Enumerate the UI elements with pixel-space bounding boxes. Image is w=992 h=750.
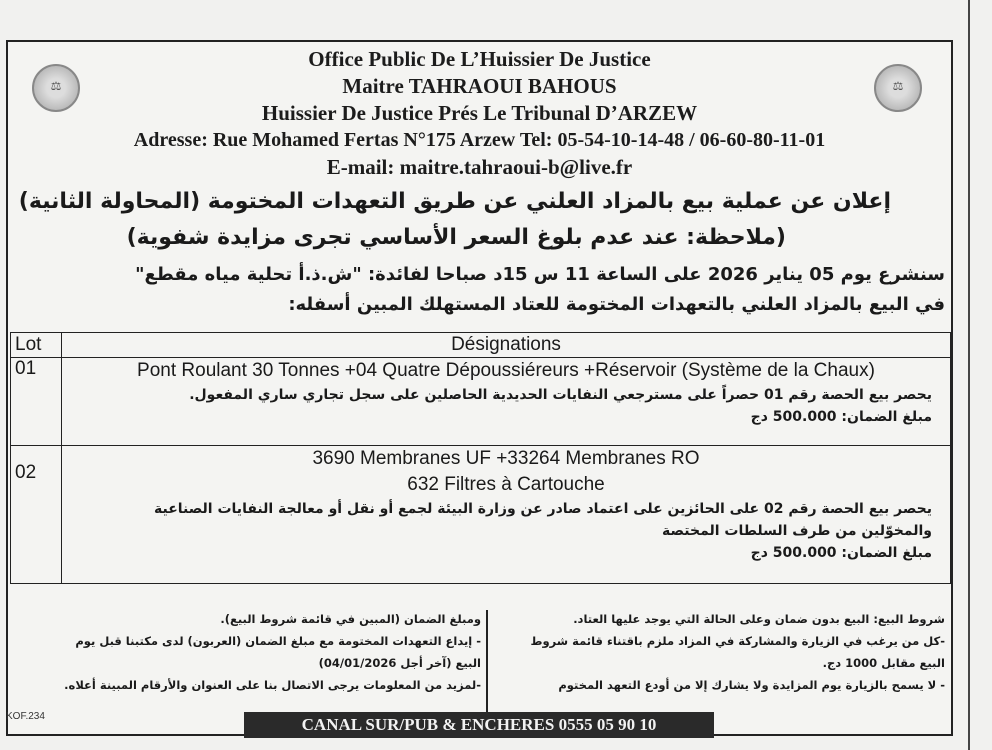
condition-line: ومبلغ الضمان (المبين في قائمة شروط البيع). [220,612,481,626]
condition-line: -لمزيد من المعلومات يرجى الاتصال بنا على العنوان والأرقام المبينة أعلاه. [64,678,481,692]
lot-item: 632 Filtres à Cartouche [407,474,605,495]
condition-line: البيع مقابل 1000 دج. [822,656,945,670]
announcement-frame [6,40,953,736]
lot-designation [62,358,951,446]
announcement-note: (ملاحظة: عند عدم بلوغ السعر الأساسي تجرى مزايدة شفوية) [126,225,786,250]
page-edge [968,0,970,750]
condition-line: - إيداع التعهدات المختومة مع مبلغ الضمان (العربون) لدى مكتبنا قبل يوم [75,634,481,648]
conditions-right-column [505,608,945,696]
office-address: Adresse: Rue Mohamed Fertas N°175 Arzew Tel: 05-54-10-14-48 / 06-60-80-11-01 [133,129,826,151]
announcement-date-line: سنشرع يوم 05 يناير 2026 على الساعة 11 س 15د صباحا لفائدة: "ش.ذ.أ تحلية مياه مقطع" [135,264,945,285]
lot-condition-continued: والمخوّلين من طرف السلطات المختصة [661,523,932,539]
condition-line: - لا يسمح بالزيارة يوم المزايدة ولا يشارك إلا من أودع التعهد المختوم [558,678,945,692]
publisher-footer: CANAL SUR/PUB & ENCHERES 0555 05 90 10 [244,712,714,738]
office-email: E-mail: maitre.tahraoui-b@live.fr [326,155,633,179]
seal-right-icon: ⚖ [874,64,922,112]
lot-designation [62,446,951,584]
sale-conditions [8,600,951,718]
table-row [11,358,951,446]
condition-line: البيع (آخر أجل 04/01/2026) [318,656,481,670]
announcement-title: إعلان عن عملية بيع بالمزاد العلني عن طريق التعهدات المختومة (المحاولة الثانية) [18,189,891,214]
table-row [11,446,951,584]
lots-table [10,332,951,584]
lot-item: Pont Roulant 30 Tonnes +04 Quatre Dépoussiéreurs +Réservoir (Système de la Chaux) [137,360,875,381]
court-name: Huissier De Justice Prés Le Tribunal D’ARZEW [261,101,698,125]
lot-condition: يحصر بيع الحصة رقم 02 على الحائزين على اعتماد صادر عن وزارة البيئة لجمع أو نقل أو معالجة النفايات الصناعية [154,501,932,517]
office-header [8,46,951,181]
reference-code: KOF.234 [6,711,45,722]
bailiff-name: Maitre TAHRAOUI BAHOUS [342,74,617,98]
lot-deposit: مبلغ الضمان: 500.000 دج [750,409,932,425]
table-header-row [11,333,951,358]
condition-line: شروط البيع: البيع بدون ضمان وعلى الحالة التي يوجد عليها العتاد. [573,612,945,626]
lot-item: 3690 Membranes UF +33264 Membranes RO [312,448,700,469]
col-designations-header: Désignations [62,333,951,358]
lot-condition: يحصر بيع الحصة رقم 01 حصراً على مسترجعي النفايات الحديدية الحاصلين على سجل تجاري ساري المفعول. [189,387,932,403]
condition-line: -كل من يرغب في الزيارة والمشاركة في المزاد ملزم باقتناء قائمة شروط [530,634,945,648]
lot-deposit: مبلغ الضمان: 500.000 دج [750,545,932,561]
announcement-intro-line: في البيع بالمزاد العلني بالتعهدات المختومة للعتاد المستهلك المبين أسفله: [288,294,945,315]
col-lot-header: Lot [11,333,62,358]
lot-number: 01 [11,358,62,446]
office-title: Office Public De L’Huissier De Justice [308,47,651,71]
column-divider [486,610,488,715]
seal-left-icon: ⚖ [32,64,80,112]
lot-number: 02 [11,446,62,584]
conditions-left-column [11,608,481,696]
